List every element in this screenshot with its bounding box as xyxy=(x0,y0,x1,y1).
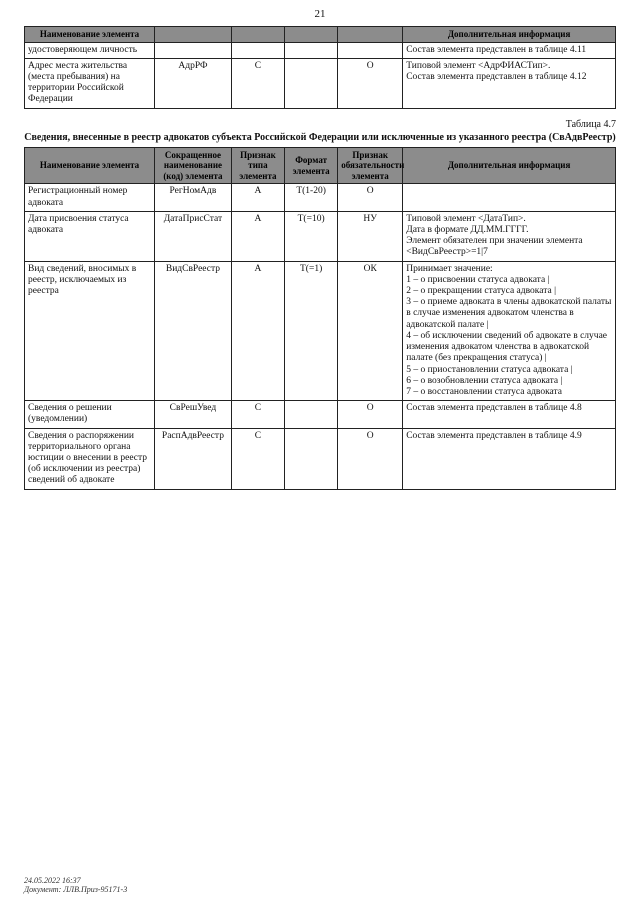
cell-info: Принимает значение: 1 – о присвоении статуса адвоката | 2 – о прекращении статуса адвоката | 3 – о приеме адвоката в члены адвокатской палаты в случае изменения адвокатом членства в адвокатской палате | 4 – об исключении сведений об адвокате в случае изменения адвокатом членства в адвокатской палате (без прекращения статуса) | 5 – о приостановлении статуса адвоката | 6 – о возобновлении статуса адвоката | 7 – о восстановлении статуса адвоката xyxy=(403,261,616,400)
page-number: 21 xyxy=(314,8,326,20)
document-stamp: 24.05.2022 16:37 Документ: ЛЛВ.Приз-95171-3 xyxy=(24,875,128,895)
cell-info: Типовой элемент <ДатаТип>. Дата в формате ДД.ММ.ГГГГ. Элемент обязателен при значении элемента <ВидСвРеестр>=1|7 xyxy=(403,211,616,261)
table-row xyxy=(25,58,616,108)
cell-name: удостоверяющем личность xyxy=(25,42,155,58)
cell-oblig: О xyxy=(338,401,403,428)
cell-type: А xyxy=(231,211,284,261)
cell-type: А xyxy=(231,261,284,400)
table-top xyxy=(24,26,616,109)
cell-format xyxy=(285,428,338,489)
cell-name: Вид сведений, вносимых в реестр, исключаемых из реестра xyxy=(25,261,155,400)
cell-info xyxy=(403,184,616,211)
cell-code: АдрРФ xyxy=(155,58,232,108)
cell-info: Состав элемента представлен в таблице 4.8 xyxy=(403,401,616,428)
header-element-name: Наименование элемента xyxy=(25,27,155,43)
cell-info: Состав элемента представлен в таблице 4.11 xyxy=(403,42,616,58)
table-row xyxy=(25,42,616,58)
cell-oblig: НУ xyxy=(338,211,403,261)
cell-code: ДатаПрисСтат xyxy=(155,211,232,261)
cell-name: Дата присвоения статуса адвоката xyxy=(25,211,155,261)
cell-type: С xyxy=(231,428,284,489)
table-main-header xyxy=(25,147,616,184)
cell-oblig: О xyxy=(338,184,403,211)
header-format: Формат элемента xyxy=(285,147,338,184)
table-row xyxy=(25,184,616,211)
table-row xyxy=(25,261,616,400)
cell-oblig: О xyxy=(338,428,403,489)
table-row xyxy=(25,211,616,261)
header-type: Признак типа элемента xyxy=(231,147,284,184)
table-top-header xyxy=(25,27,616,43)
cell-info: Состав элемента представлен в таблице 4.9 xyxy=(403,428,616,489)
header-code: Сокращенное наименование (код) элемента xyxy=(155,147,232,184)
table-main xyxy=(24,147,616,490)
header-oblig: Признак обязательности элемента xyxy=(338,147,403,184)
table-number-label: Таблица 4.7 xyxy=(565,118,616,130)
document-sheet xyxy=(24,26,616,490)
cell-format: Т(1-20) xyxy=(285,184,338,211)
cell-code: СвРешУвед xyxy=(155,401,232,428)
cell-type: С xyxy=(231,401,284,428)
cell-oblig: ОК xyxy=(338,261,403,400)
header-extra-info: Дополнительная информация xyxy=(403,27,616,43)
cell-code: РегНомАдв xyxy=(155,184,232,211)
cell-info: Типовой элемент <АдрФИАСТип>. Состав элемента представлен в таблице 4.12 xyxy=(403,58,616,108)
cell-name: Адрес места жительства (места пребывания) на территории Российской Федерации xyxy=(25,58,155,108)
cell-type: С xyxy=(231,58,284,108)
header-extra-info: Дополнительная информация xyxy=(403,147,616,184)
cell-format: Т(=1) xyxy=(285,261,338,400)
cell-code: РаспАдвРеестр xyxy=(155,428,232,489)
cell-name: Сведения о распоряжении территориального органа юстиции о внесении в реестр (об исключении из реестра) сведений об адвокате xyxy=(25,428,155,489)
cell-name: Регистрационный номер адвоката xyxy=(25,184,155,211)
cell-name: Сведения о решении (уведомлении) xyxy=(25,401,155,428)
table-row xyxy=(25,428,616,489)
table-row xyxy=(25,401,616,428)
cell-code: ВидСвРеестр xyxy=(155,261,232,400)
cell-oblig: О xyxy=(338,58,403,108)
header-element-name: Наименование элемента xyxy=(25,147,155,184)
cell-format: Т(=10) xyxy=(285,211,338,261)
cell-format xyxy=(285,401,338,428)
table-title: Сведения, внесенные в реестр адвокатов субъекта Российской Федерации или исключенные из указанного реестра (СвАдвРеестр) xyxy=(24,131,616,143)
cell-type: А xyxy=(231,184,284,211)
